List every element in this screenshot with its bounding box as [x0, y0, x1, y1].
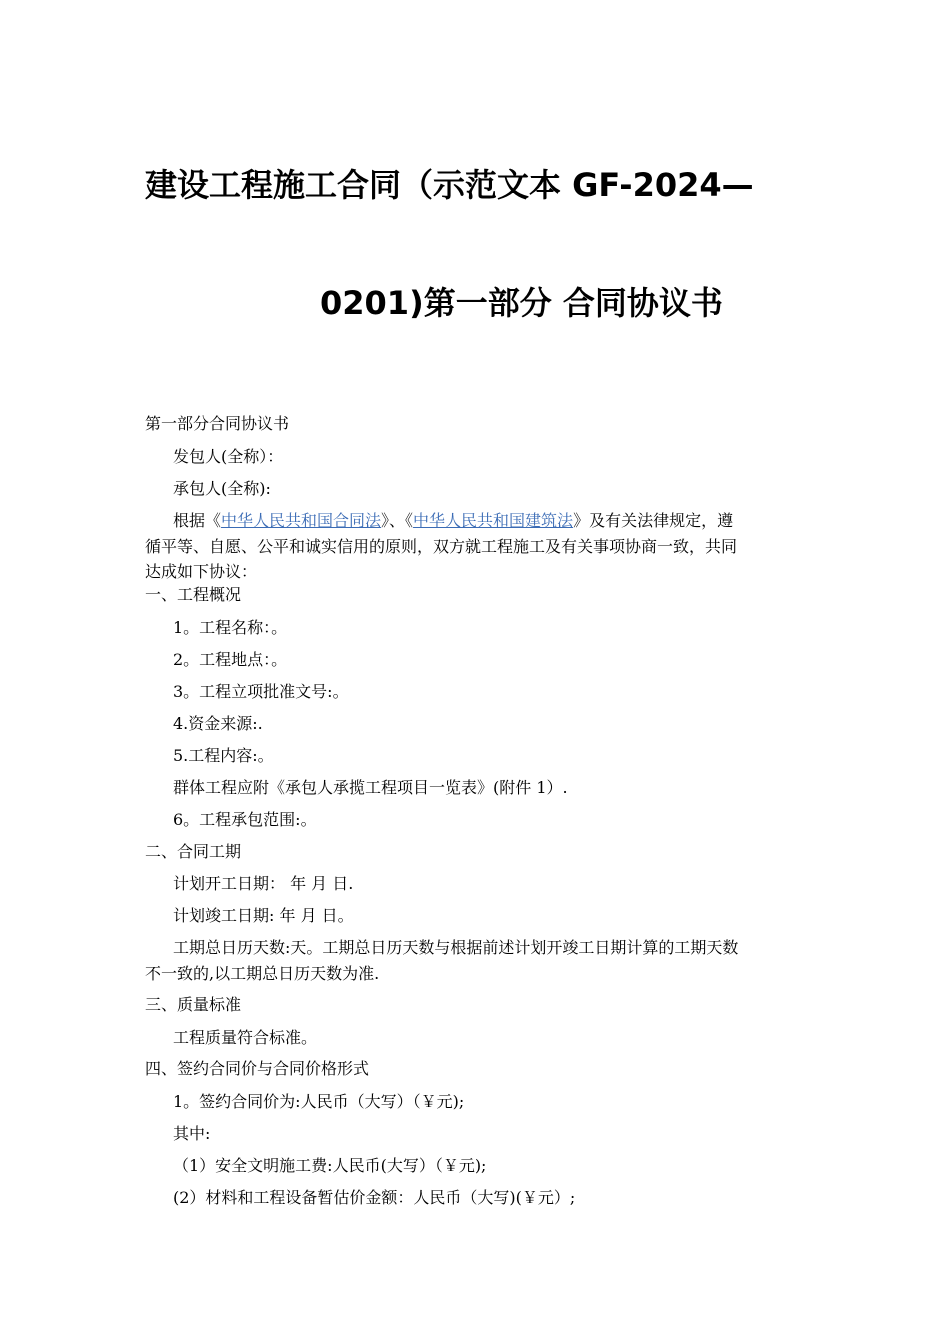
- basis-paragraph-line-2: 循平等、自愿、公平和诚实信用的原则，双方就工程施工及有关事项协商一致，共同: [145, 537, 738, 556]
- group-project-note: 群体工程应附《承包人承揽工程项目一览表》(附件 1）.: [173, 778, 568, 797]
- safety-fee: （1）安全文明施工费:人民币(大写）（￥元);: [173, 1156, 487, 1175]
- among-which: 其中:: [173, 1124, 211, 1143]
- basis-post: 》及有关法律规定，遵: [573, 511, 734, 530]
- section-4-heading: 四、签约合同价与合同价格形式: [145, 1059, 370, 1078]
- contract-price: 1。签约合同价为:人民币（大写）（￥元);: [173, 1092, 465, 1111]
- basis-pre: 根据《: [173, 511, 222, 530]
- employer-line: 发包人(全称）：: [173, 447, 284, 466]
- section-heading: 第一部分合同协议书: [145, 414, 290, 433]
- basis-mid: 》、《: [381, 511, 414, 530]
- total-days-line-2: 不一致的,以工期总日历天数为准.: [145, 964, 380, 983]
- quality-standard: 工程质量符合标准。: [173, 1028, 318, 1047]
- section-1-heading: 一、工程概况: [145, 585, 242, 604]
- section-2-heading: 二、合同工期: [145, 842, 242, 861]
- project-name: 1。工程名称：。: [173, 618, 288, 637]
- project-approval-number: 3。工程立项批准文号:。: [173, 682, 349, 701]
- basis-paragraph-line-1: [173, 510, 733, 532]
- contract-scope: 6。工程承包范围:。: [173, 810, 317, 829]
- funding-source: 4.资金来源:.: [173, 714, 263, 733]
- provisional-materials: (2）材料和工程设备暂估价金额：人民币（大写)(￥元）;: [173, 1188, 576, 1207]
- total-days-line-1: 工期总日历天数:天。工期总日历天数与根据前述计划开竣工日期计算的工期天数: [173, 938, 739, 957]
- contract-law-link[interactable]: 中华人民共和国合同法: [221, 511, 382, 530]
- construction-law-link[interactable]: 中华人民共和国建筑法: [413, 511, 574, 530]
- document-title-line-1: 建设工程施工合同（示范文本 GF-2024—: [145, 166, 754, 204]
- basis-paragraph-line-3: 达成如下协议：: [145, 562, 258, 581]
- planned-completion-date: 计划竣工日期: 年 月 日。: [173, 906, 354, 925]
- planned-start-date: 计划开工日期： 年 月 日.: [173, 874, 354, 893]
- contractor-line: 承包人(全称):: [173, 479, 271, 498]
- document-title-line-2: 0201)第一部分 合同协议书: [320, 284, 723, 322]
- project-location: 2。工程地点：。: [173, 650, 288, 669]
- section-3-heading: 三、质量标准: [145, 995, 242, 1014]
- project-content: 5.工程内容:。: [173, 746, 274, 765]
